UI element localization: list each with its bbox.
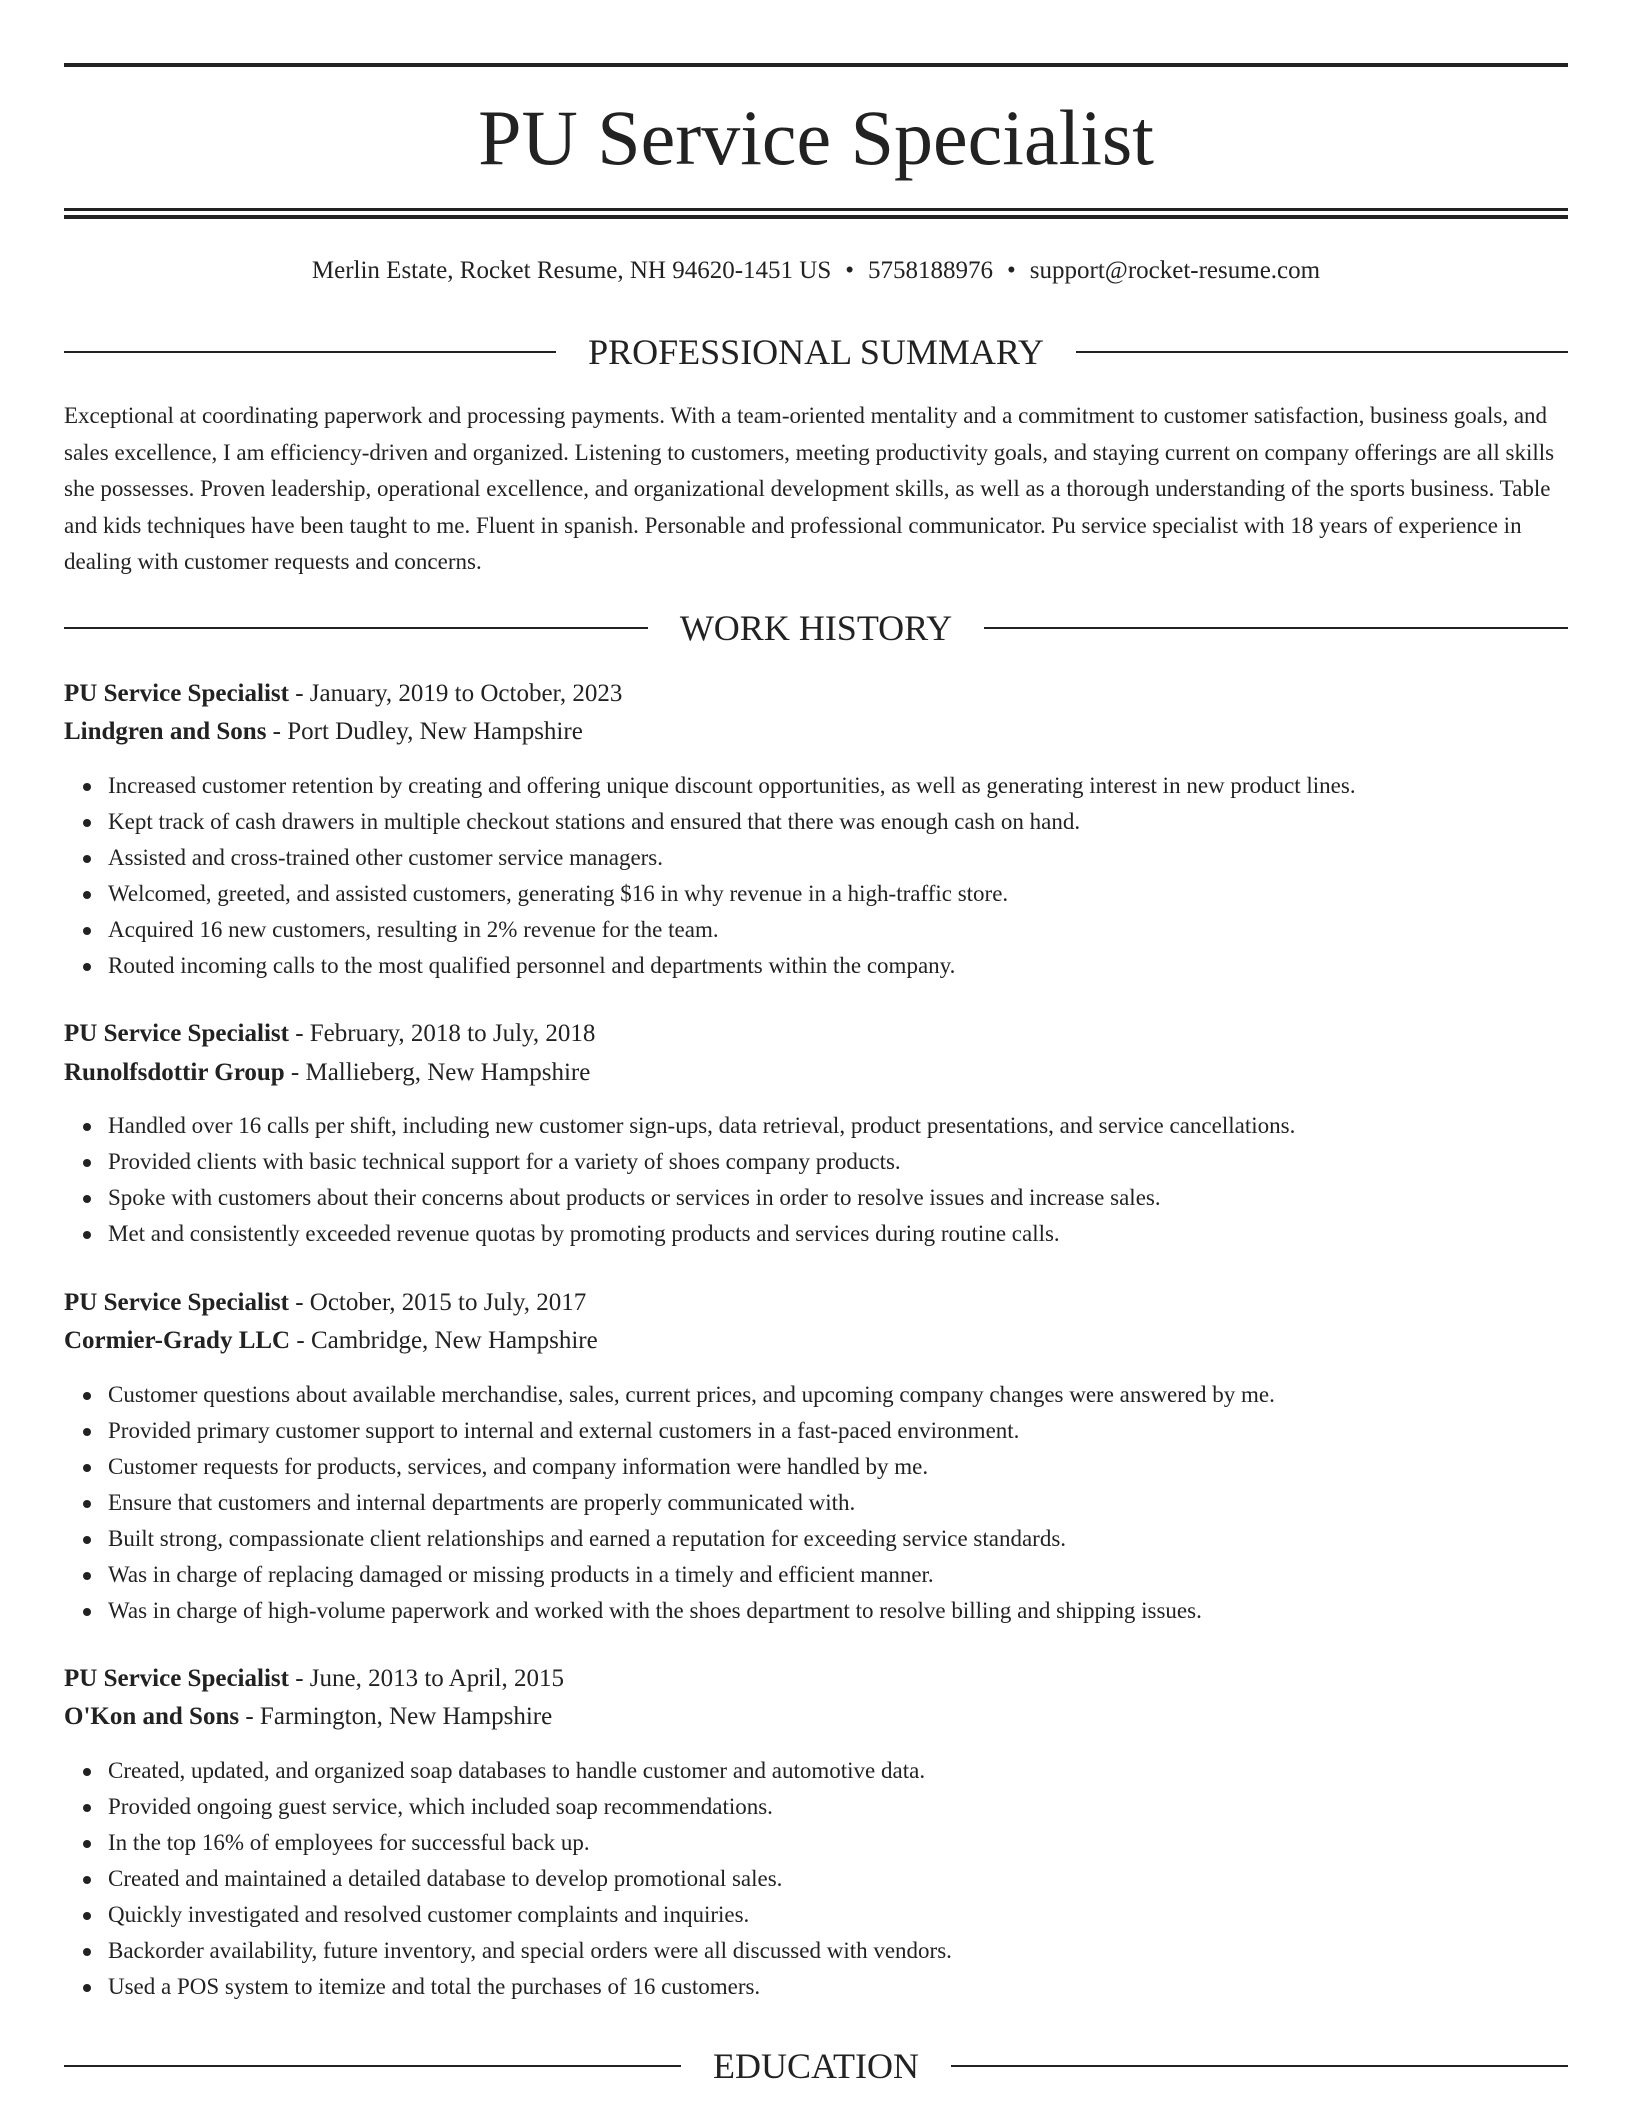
list-item: Provided primary customer support to internal and external customers in a fast-paced environment.: [108, 1413, 1568, 1449]
heading-rule-left: [64, 351, 556, 353]
list-item: Created, updated, and organized soap databases to handle customer and automotive data.: [108, 1753, 1568, 1789]
heading-rule-right: [984, 627, 1568, 629]
job-company-line: [64, 1699, 1568, 1735]
list-item: Provided clients with basic technical support for a variety of shoes company products.: [108, 1144, 1568, 1180]
job-bullets: [64, 768, 1568, 984]
job-dates: - June, 2013 to April, 2015: [288, 1665, 564, 1692]
job-dates: - February, 2018 to July, 2018: [288, 1020, 596, 1047]
job-location: - Port Dudley, New Hampshire: [266, 718, 583, 745]
section-heading-education: [64, 2044, 1568, 2088]
list-item: Customer requests for products, services, and company information were handled by me.: [108, 1449, 1568, 1485]
list-item: Was in charge of high-volume paperwork and worked with the shoes department to resolve billing and shipping issues.: [108, 1593, 1568, 1629]
list-item: Handled over 16 calls per shift, including new customer sign-ups, data retrieval, product presentations, and service cancellations.: [108, 1108, 1568, 1144]
contact-phone: 5758188976: [868, 257, 994, 284]
list-item: Spoke with customers about their concerns about products or services in order to resolve issues and increase sales.: [108, 1180, 1568, 1216]
job-location: - Farmington, New Hampshire: [239, 1703, 553, 1730]
job-title-line: [64, 1016, 1568, 1052]
list-item: Routed incoming calls to the most qualified personnel and departments within the company.: [108, 948, 1568, 984]
heading-rule-left: [64, 2065, 681, 2067]
top-rule: [64, 63, 1568, 67]
list-item: Kept track of cash drawers in multiple checkout stations and ensured that there was enough cash on hand.: [108, 804, 1568, 840]
list-item: Quickly investigated and resolved customer complaints and inquiries.: [108, 1897, 1568, 1933]
job-company-line: [64, 1055, 1568, 1091]
contact-separator: •: [845, 257, 855, 284]
list-item: Ensure that customers and internal departments are properly communicated with.: [108, 1485, 1568, 1521]
list-item: In the top 16% of employees for successful back up.: [108, 1825, 1568, 1861]
job-title: PU Service Specialist: [64, 1289, 289, 1316]
list-item: Created and maintained a detailed database to develop promotional sales.: [108, 1861, 1568, 1897]
professional-summary: Exceptional at coordinating paperwork and processing payments. With a team-oriented mentality and a commitment to customer satisfaction, business goals, and sales excellence, I am efficiency-driven and organized. Listening to customers, meeting productivity goals, and staying current on company offerings are all skills she possesses. Proven leadership, operational excellence, and organizational development skills, as well as a thorough understanding of the sports business. Table and kids techniques have been taught to me. Fluent in spanish. Personable and professional communicator. Pu service specialist with 18 years of experience in dealing with customer requests and concerns.: [64, 403, 1555, 574]
list-item: Customer questions about available merchandise, sales, current prices, and upcoming company changes were answered by me.: [108, 1377, 1568, 1413]
list-item: Welcomed, greeted, and assisted customers, generating $16 in why revenue in a high-traffic store.: [108, 876, 1568, 912]
job-company: Runolfsdottir Group: [64, 1059, 285, 1086]
section-heading-work: [64, 606, 1568, 650]
job-company: Cormier-Grady LLC: [64, 1327, 291, 1354]
list-item: Increased customer retention by creating and offering unique discount opportunities, as well as generating interest in new product lines.: [108, 768, 1568, 804]
contact-email: support@rocket-resume.com: [1029, 257, 1321, 284]
section-heading-summary: [64, 330, 1568, 374]
contact-line: [64, 254, 1568, 288]
job-title-line: [64, 676, 1568, 712]
title-rule-upper: [64, 208, 1568, 211]
job-bullets: [64, 1108, 1568, 1252]
job-company: Lindgren and Sons: [64, 718, 267, 745]
list-item: Backorder availability, future inventory, and special orders were all discussed with vendors.: [108, 1933, 1568, 1969]
job-company-line: [64, 714, 1568, 750]
list-item: Met and consistently exceeded revenue quotas by promoting products and services during routine calls.: [108, 1216, 1568, 1252]
job-title: PU Service Specialist: [64, 680, 289, 707]
list-item: Was in charge of replacing damaged or missing products in a timely and efficient manner.: [108, 1557, 1568, 1593]
job-title: PU Service Specialist: [64, 1020, 289, 1047]
job-location: - Mallieberg, New Hampshire: [284, 1059, 591, 1086]
job-location: - Cambridge, New Hampshire: [290, 1327, 598, 1354]
job-bullets: [64, 1753, 1568, 2005]
job-company: O'Kon and Sons: [64, 1703, 240, 1730]
contact-separator: •: [1007, 257, 1016, 284]
heading-rule-right: [1076, 351, 1568, 353]
job-bullets: [64, 1377, 1568, 1629]
job-dates: - October, 2015 to July, 2017: [288, 1289, 587, 1316]
heading-rule-left: [64, 627, 648, 629]
job-title-line: [64, 1285, 1568, 1321]
list-item: Provided ongoing guest service, which included soap recommendations.: [108, 1789, 1568, 1825]
section-title: WORK HISTORY: [679, 608, 953, 648]
resume-title: PU Service Specialist: [478, 94, 1154, 181]
heading-rule-right: [951, 2065, 1568, 2067]
list-item: Used a POS system to itemize and total the purchases of 16 customers.: [108, 1969, 1568, 2005]
contact-address: Merlin Estate, Rocket Resume, NH 94620-1451 US: [311, 257, 832, 284]
job-title-line: [64, 1661, 1568, 1697]
list-item: Built strong, compassionate client relationships and earned a reputation for exceeding service standards.: [108, 1521, 1568, 1557]
job-dates: - January, 2019 to October, 2023: [288, 680, 623, 707]
list-item: Acquired 16 new customers, resulting in 2% revenue for the team.: [108, 912, 1568, 948]
job-title: PU Service Specialist: [64, 1665, 289, 1692]
title-rule-lower: [64, 215, 1568, 219]
section-title: EDUCATION: [713, 2046, 919, 2086]
job-company-line: [64, 1323, 1568, 1359]
section-title: PROFESSIONAL SUMMARY: [588, 332, 1044, 372]
list-item: Assisted and cross-trained other customer service managers.: [108, 840, 1568, 876]
